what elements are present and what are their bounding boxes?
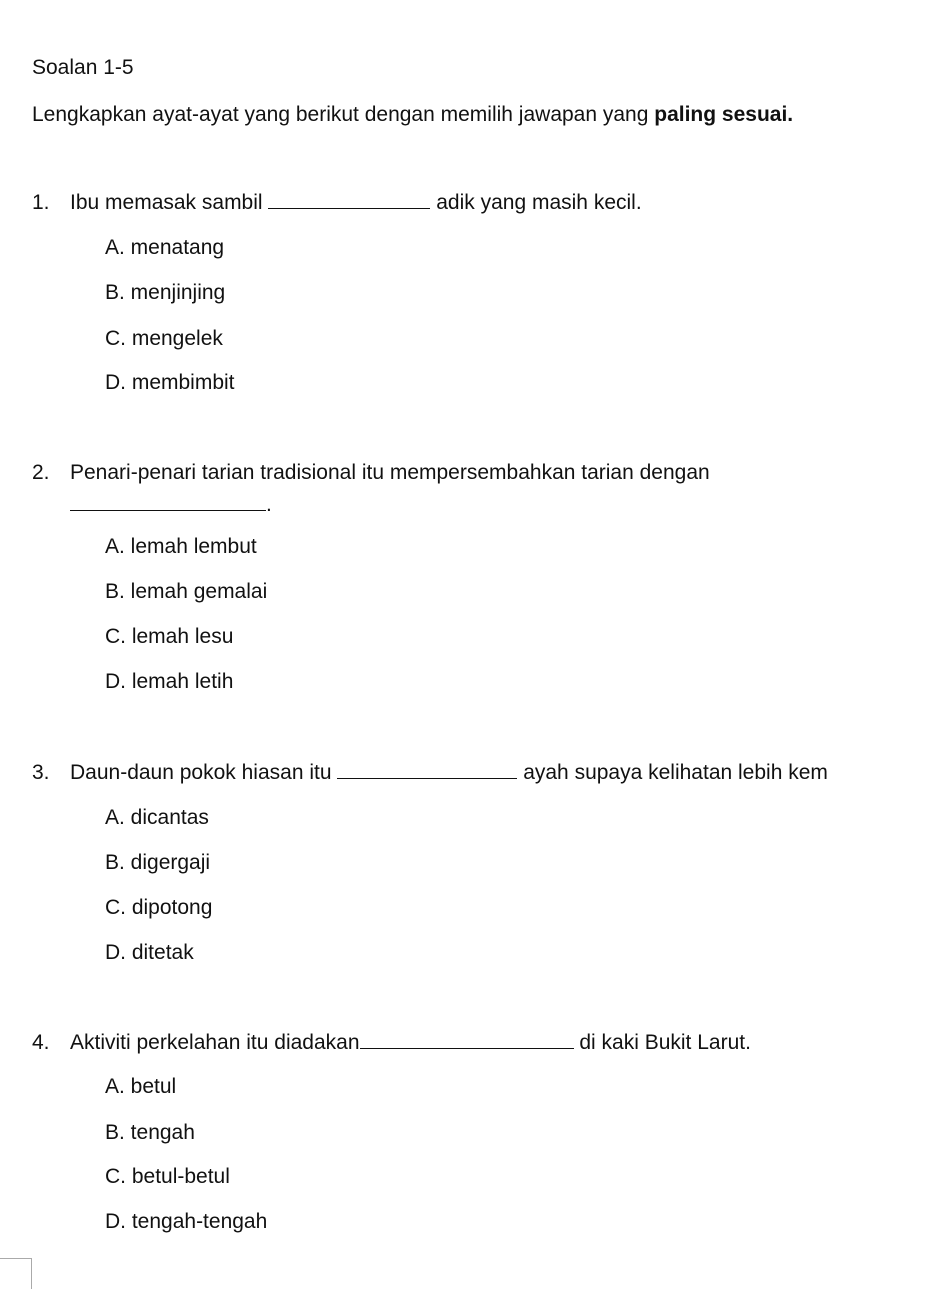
question-text: . <box>266 493 272 516</box>
question-text: ayah supaya kelihatan lebih kem <box>517 761 828 784</box>
option[interactable]: C. dipotong <box>105 896 213 919</box>
option[interactable]: B. lemah gemalai <box>105 580 268 603</box>
question-3-text <box>70 760 828 786</box>
question-number: 2. <box>32 461 50 484</box>
option[interactable]: C. mengelek <box>105 327 223 350</box>
option[interactable]: B. menjinjing <box>105 281 226 304</box>
section-title: Soalan 1-5 <box>32 56 134 79</box>
answer-blank <box>268 190 430 209</box>
question-text: di kaki Bukit Larut. <box>573 1031 751 1054</box>
instruction <box>32 102 793 128</box>
question-text: adik yang masih kecil. <box>430 191 642 214</box>
question-number: 3. <box>32 761 50 784</box>
option[interactable]: A. betul <box>105 1075 177 1098</box>
question-text: Penari-penari tarian tradisional itu mempersembahkan tarian dengan <box>70 461 710 484</box>
answer-blank <box>360 1030 574 1049</box>
option[interactable]: C. lemah lesu <box>105 625 234 648</box>
option[interactable]: D. membimbit <box>105 371 235 394</box>
option[interactable]: B. tengah <box>105 1121 195 1144</box>
option[interactable]: D. tengah-tengah <box>105 1210 268 1233</box>
page-corner-mark <box>0 1258 32 1289</box>
option[interactable]: D. ditetak <box>105 941 194 964</box>
question-number: 4. <box>32 1031 50 1054</box>
question-text: Daun-daun pokok hiasan itu <box>70 761 338 784</box>
option[interactable]: A. lemah lembut <box>105 535 257 558</box>
answer-blank <box>70 492 266 511</box>
option[interactable]: A. dicantas <box>105 806 209 829</box>
instruction-text: Lengkapkan ayat-ayat yang berikut dengan memilih jawapan yang <box>32 103 655 126</box>
answer-blank <box>337 760 517 779</box>
question-2-blank-line <box>70 492 272 518</box>
question-1-text <box>70 190 642 216</box>
question-text: Aktiviti perkelahan itu diadakan <box>70 1031 360 1054</box>
instruction-emphasis: paling sesuai. <box>654 103 794 126</box>
option[interactable]: B. digergaji <box>105 851 211 874</box>
option[interactable]: D. lemah letih <box>105 670 234 693</box>
option[interactable]: C. betul-betul <box>105 1165 230 1188</box>
question-number: 1. <box>32 191 50 214</box>
question-4-text <box>70 1030 751 1056</box>
option[interactable]: A. menatang <box>105 236 225 259</box>
question-text: Ibu memasak sambil <box>70 191 269 214</box>
